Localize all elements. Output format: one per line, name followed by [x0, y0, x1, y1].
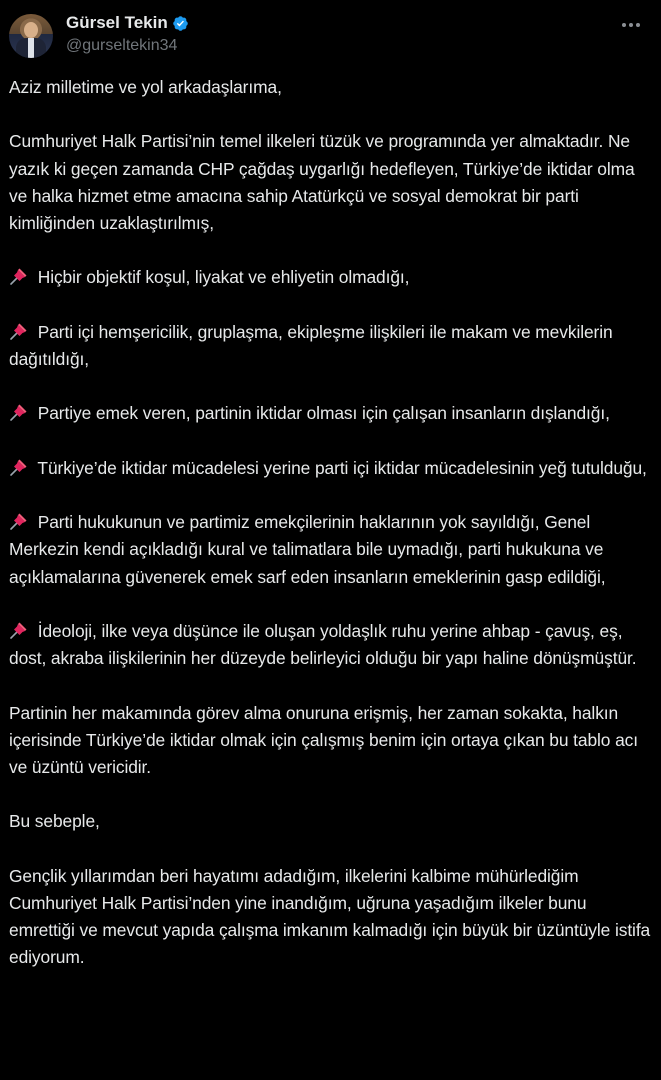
paragraph-text: Türkiye’de iktidar mücadelesi yerine parti içi iktidar mücadelesinin yeğ tutulduğu, — [37, 457, 647, 478]
pushpin-icon — [9, 620, 29, 640]
tweet-paragraph — [9, 74, 654, 101]
paragraph-text: İdeoloji, ilke veya düşünce ile oluşan yoldaşlık ruhu yerine ahbap - çavuş, eş, dost, akraba ilişkilerinin her düzeyde belirleyici olduğu bir yapı haline dönüşmüştür. — [9, 620, 637, 669]
tweet-paragraph — [9, 863, 654, 972]
tweet-paragraph — [9, 264, 654, 291]
tweet-paragraph — [9, 319, 654, 373]
paragraph-text: Aziz milletime ve yol arkadaşlarıma, — [9, 77, 282, 97]
tweet-paragraph — [9, 128, 654, 237]
paragraph-text: Hiçbir objektif koşul, liyakat ve ehliyetin olmadığı, — [37, 267, 410, 288]
more-options-button[interactable] — [622, 18, 644, 32]
avatar[interactable] — [9, 14, 53, 58]
paragraph-text: Gençlik yıllarımdan beri hayatımı adadığım, ilkelerini kalbime mühürlediğim Cumhuriyet Halk Partisi’nden yine inandığım, uğruna yaşadığım ilkeler bunu emrettiği ve mevcut yapıda çalışma imkanım kalmadığı için büyük bir üzüntüyle istifa ediyorum. — [9, 865, 651, 968]
pushpin-icon — [9, 457, 29, 477]
tweet-paragraph — [9, 808, 654, 835]
more-dot-icon — [622, 23, 626, 27]
tweet-paragraph — [9, 509, 654, 591]
paragraph-text: Parti içi hemşericilik, gruplaşma, ekipleşme ilişkileri ile makam ve mevkilerin dağıtıldığı, — [9, 321, 613, 369]
paragraph-text: Parti hukukunun ve partimiz emekçilerinin haklarının yok sayıldığı, Genel Merkezin kendi açıkladığı kural ve talimatlara bile uymadığı, parti hukukuna ve açıklamalarına güvenerek emek sarf eden insanların emeklerinin gasp edildiği, — [9, 512, 606, 587]
user-handle[interactable]: @gurseltekin34 — [66, 37, 178, 54]
display-name[interactable]: Gürsel Tekin — [66, 13, 168, 32]
verified-badge-icon[interactable] — [172, 15, 189, 32]
paragraph-text: Partinin her makamında görev alma onuruna erişmiş, her zaman sokakta, halkın içerisinde Türkiye’de iktidar olmak için çalışmış benim için ortaya çıkan bu tablo acı ve üzüntü vericidir. — [9, 702, 639, 777]
name-row — [66, 13, 189, 33]
paragraph-text: Cumhuriyet Halk Partisi’nin temel ilkeleri tüzük ve programında yer almaktadır. Ne yazık ki geçen zamanda CHP çağdaş uygarlığı hedefleyen, Türkiye’de iktidar olma ve halka hizmet etme amacına sahip Atatürkçü ve sosyal demokrat bir parti kimliğinden uzaklaştırılmış, — [9, 131, 635, 233]
pushpin-icon — [9, 321, 29, 341]
tweet-paragraph — [9, 618, 654, 672]
tweet-paragraph — [9, 700, 654, 782]
paragraph-text: Bu sebeple, — [9, 811, 100, 832]
avatar-shirt — [28, 38, 34, 58]
more-dot-icon — [629, 23, 633, 27]
tweet-paragraph — [9, 400, 654, 427]
tweet-text — [9, 74, 654, 999]
pushpin-icon — [9, 402, 29, 422]
avatar-face — [24, 22, 38, 38]
tweet-paragraph — [9, 455, 654, 482]
paragraph-text: Partiye emek veren, partinin iktidar olması için çalışan insanların dışlandığı, — [37, 403, 610, 424]
tweet-header — [0, 0, 661, 66]
pushpin-icon — [9, 266, 29, 286]
more-dot-icon — [636, 23, 640, 27]
pushpin-icon — [9, 511, 29, 531]
